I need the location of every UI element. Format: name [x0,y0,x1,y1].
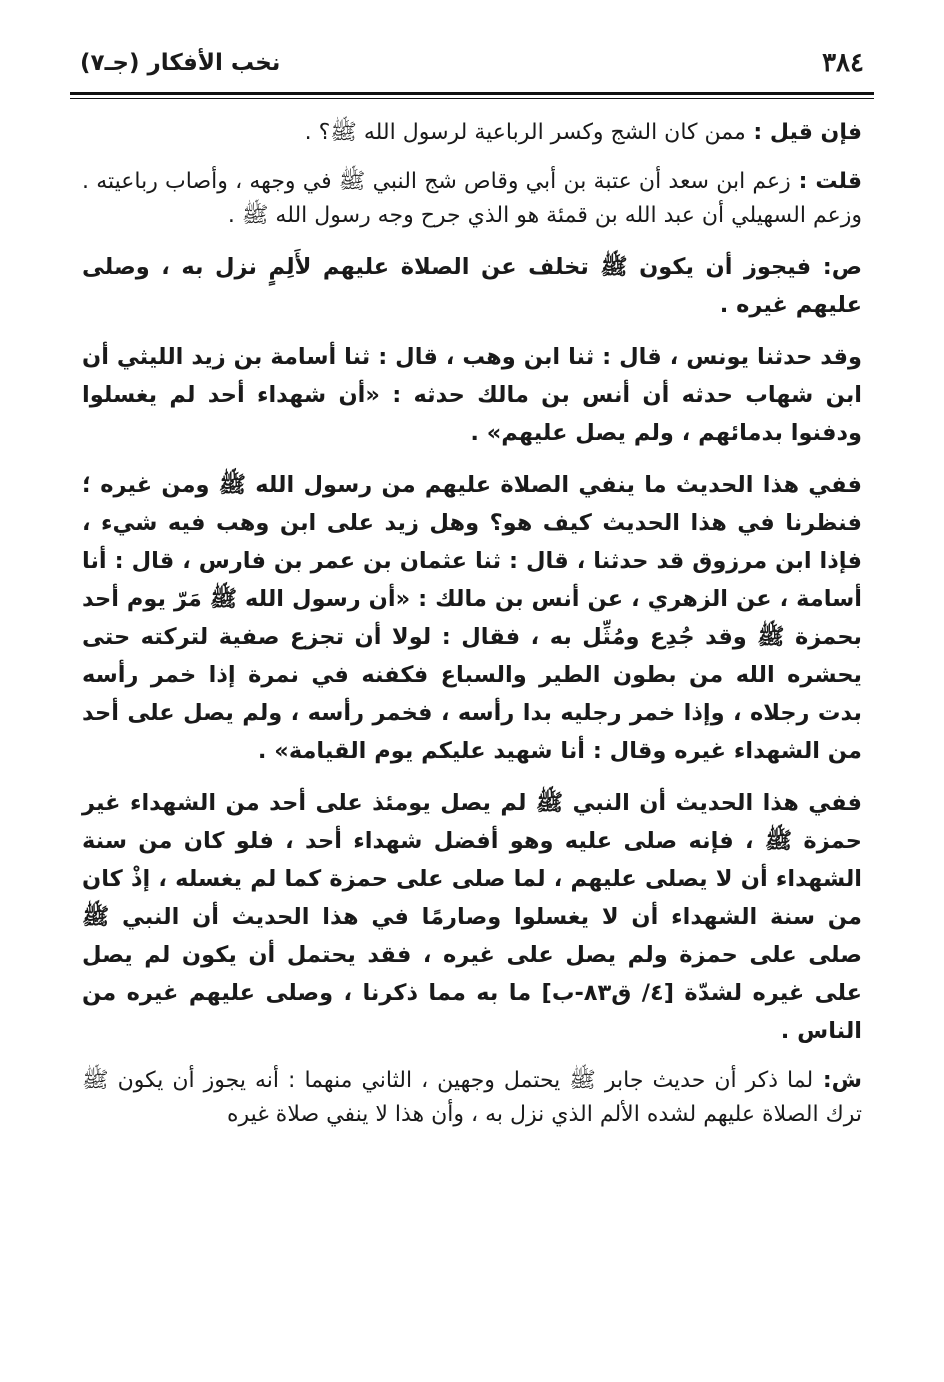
paragraph-text: ممن كان الشج وكسر الرباعية لرسول الله ﷺ؟ . [304,120,746,145]
paragraph-text: وقد حدثنا يونس ، قال : ثنا ابن وهب ، قال : ثنا أسامة بن زيد الليثي أن ابن شهاب حدثه أن أنس بن مالك حدثه : «أن شهداء أحد لم يغسلوا ودفنوا بدمائهم ، ولم يصل عليهم» . [82,343,862,446]
header-rule-thick [70,92,874,95]
paragraph-lead: قلت : [790,168,862,194]
page-number: ٣٨٤ [822,48,864,78]
paragraph-lead: فإن قيل : [745,120,862,145]
paragraph-text: ففي هذا الحديث أن النبي ﷺ لم يصل يومئذ على أحد من الشهداء غير حمزة ﷺ ، فإنه صلى عليه وهو أفضل شهداء أحد ، فلو كان من سنة الشهداء أن لا يصلى عليهم ، لما صلى على حمزة كما لم يغسله ، إذْ كان من سنة الشهداء أن لا يغسلوا وصارمًا في هذا الحديث أن النبي ﷺ صلى على حمزة ولم يصل على غيره ، فقد يحتمل أن يكون لم يصل على غيره لشدّة [٤/ ق٨٣-ب] ما به مما ذكرنا ، وصلى عليهم غيره من الناس . [82,789,862,1044]
paragraph-discussion [82,784,862,1050]
body-text [82,116,862,1147]
paragraph-hadith-1 [82,338,862,452]
paragraph-hadith-2 [82,466,862,770]
paragraph-question [82,116,862,151]
running-title: نخب الأفكار (جـ٧) [80,50,281,76]
paragraph-matn-intro [82,248,862,324]
paragraph-text: ففي هذا الحديث ما ينفي الصلاة عليهم من رسول الله ﷺ ومن غيره ؛ فنظرنا في هذا الحديث كيف هو؟ وهل زيد على ابن وهب فيه شيء ، فإذا ابن مرزوق قد حدثنا ، قال : ثنا عثمان بن عمر بن فارس ، قال : أنا أسامة ، عن الزهري ، عن أنس بن مالك : «أن رسول الله ﷺ مَرّ يوم أحد بحمزة ﷺ وقد جُدِع ومُثِّل به ، فقال : لولا أن تجزع صفية لتركته حتى يحشره الله من بطون الطير والسباع فكفنه في نمرة إذا خمر رأسه بدت رجلاه ، وإذا خمر رجليه بدا رأسه ، فخمر رأسه ، ولم يصل على أحد من الشهداء غيره وقال : أنا شهيد عليكم يوم القيامة» . [82,471,862,764]
paragraph-text: لما ذكر أن حديث جابر ﷺ يحتمل وجهين ، الثاني منهما : أنه يجوز أن يكون ﷺ ترك الصلاة عليهم لشده الألم الذي نزل به ، وأن هذا لا ينفي صلاة غيره [82,1067,862,1127]
header-rule-thin [70,98,874,99]
paragraph-lead: ش: [813,1067,862,1093]
paragraph-text: زعم ابن سعد أن عتبة بن أبي وقاص شج النبي ﷺ في وجهه ، وأصاب رباعيته . وزعم السهيلي أن عبد الله بن قمئة هو الذي جرح وجه رسول الله ﷺ . [82,168,862,228]
paragraph-lead: ص: [811,253,862,280]
page-header [70,48,874,92]
paragraph-text: فيجوز أن يكون ﷺ تخلف عن الصلاة عليهم لأَلِمٍ نزل به ، وصلى عليهم غيره . [82,253,862,318]
paragraph-commentary [82,1064,862,1133]
paragraph-answer [82,165,862,234]
